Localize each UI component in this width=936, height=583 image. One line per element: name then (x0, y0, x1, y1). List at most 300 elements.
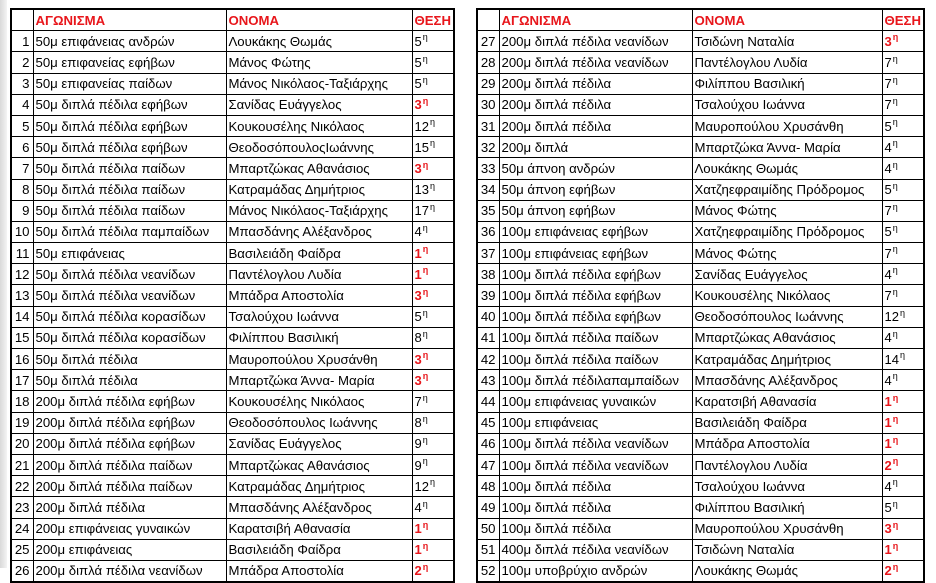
place-value: 1 (884, 436, 892, 452)
row-number: 45 (477, 412, 499, 433)
row-number: 24 (11, 518, 33, 539)
place-cell (882, 137, 924, 158)
event-cell: 50μ άπνοη εφήβων (499, 179, 692, 200)
table-row (477, 94, 924, 115)
table-row (11, 454, 454, 475)
name-cell: Μάνος Φώτης (692, 200, 882, 221)
header-place: ΘΕΣΗ (882, 9, 924, 31)
place-value: 3 (414, 160, 422, 176)
table-body-left (11, 31, 454, 582)
place-value: 2 (884, 457, 892, 473)
table-row (477, 137, 924, 158)
place-value: 13 (414, 182, 429, 198)
row-number: 30 (477, 94, 499, 115)
place-suffix: η (899, 350, 905, 361)
table-row (477, 539, 924, 560)
event-cell: 100μ επιφάνειας γυναικών (499, 391, 692, 412)
table-row (477, 497, 924, 518)
table-body-right (477, 31, 924, 582)
place-suffix: η (892, 223, 898, 234)
place-suffix: η (892, 413, 899, 424)
event-cell: 100μ διπλά πέδιλα νεανίδων (499, 454, 692, 475)
place-cell (412, 264, 454, 285)
place-value: 8 (414, 330, 422, 346)
event-cell: 50μ διπλά πέδιλα παμπαίδων (33, 221, 226, 242)
place-suffix: η (429, 180, 435, 191)
table-row (477, 73, 924, 94)
event-cell: 200μ διπλά πέδιλα (499, 73, 692, 94)
row-number: 29 (477, 73, 499, 94)
event-cell: 50μ διπλά πέδιλα παίδων (33, 179, 226, 200)
row-number: 46 (477, 433, 499, 454)
table-row (11, 370, 454, 391)
row-number: 17 (11, 370, 33, 391)
event-cell: 100μ επιφάνειας εφήβων (499, 221, 692, 242)
place-cell (882, 306, 924, 327)
row-number: 19 (11, 412, 33, 433)
place-cell (882, 433, 924, 454)
place-cell (882, 391, 924, 412)
place-cell (882, 200, 924, 221)
event-cell: 100μ επιφάνειας εφήβων (499, 243, 692, 264)
row-number: 12 (11, 264, 33, 285)
place-suffix: η (422, 413, 428, 424)
place-cell (882, 73, 924, 94)
place-value: 4 (414, 499, 422, 515)
name-cell: Λουκάκης Θωμάς (692, 560, 882, 582)
place-suffix: η (892, 498, 898, 509)
row-number: 49 (477, 497, 499, 518)
event-cell: 100μ διπλά πέδιλα νεανίδων (499, 433, 692, 454)
place-cell (882, 349, 924, 370)
place-value: 3 (884, 521, 892, 537)
name-cell: Μπαρτζώκας Αθανάσιος (226, 158, 412, 179)
place-value: 2 (414, 563, 422, 579)
place-value: 4 (884, 372, 892, 388)
place-suffix: η (422, 456, 428, 467)
name-cell: Τσαλούχου Ιωάννα (692, 94, 882, 115)
place-suffix: η (422, 350, 429, 361)
place-cell (412, 200, 454, 221)
row-number: 51 (477, 539, 499, 560)
table-row (11, 539, 454, 560)
row-number: 8 (11, 179, 33, 200)
name-cell: Καρατσιβή Αθανασία (226, 518, 412, 539)
place-cell (882, 264, 924, 285)
name-cell: ΘεοδοσόπουλοςΙωάννης (226, 137, 412, 158)
event-cell: 200μ διπλά πέδιλα (499, 94, 692, 115)
row-number: 33 (477, 158, 499, 179)
place-value: 4 (884, 266, 892, 282)
place-cell (412, 370, 454, 391)
row-number: 26 (11, 560, 33, 582)
event-cell: 50μ διπλά πέδιλα κορασίδων (33, 327, 226, 348)
table-row (11, 115, 454, 136)
place-value: 1 (414, 542, 422, 558)
event-cell: 200μ διπλά πέδιλα παίδων (33, 454, 226, 475)
name-cell: Μπαρτζώκας Αθανάσιος (692, 327, 882, 348)
name-cell: Τσαλούχου Ιωάννα (692, 476, 882, 497)
row-number: 35 (477, 200, 499, 221)
row-number: 23 (11, 497, 33, 518)
name-cell: Μπασδάνης Αλέξανδρος (226, 497, 412, 518)
name-cell: Μαυροπούλου Χρυσάνθη (692, 115, 882, 136)
name-cell: Μαυροπούλου Χρυσάνθη (692, 518, 882, 539)
table-row (477, 31, 924, 52)
header-number (11, 9, 33, 31)
place-suffix: η (422, 434, 428, 445)
place-value: 1 (884, 415, 892, 431)
place-suffix: η (422, 95, 429, 106)
name-cell: Βασιλειάδη Φαίδρα (226, 243, 412, 264)
place-cell (882, 370, 924, 391)
place-value: 5 (414, 76, 422, 92)
table-row (477, 179, 924, 200)
table-row (477, 349, 924, 370)
place-cell (882, 52, 924, 73)
event-cell: 100μ διπλά πέδιλα (499, 476, 692, 497)
name-cell: Βασιλειάδη Φαίδρα (226, 539, 412, 560)
name-cell: Θεοδοσόπουλος Ιωάννης (692, 306, 882, 327)
name-cell: Κουκουσέλης Νικόλαος (226, 391, 412, 412)
place-suffix: η (892, 95, 898, 106)
row-number: 5 (11, 115, 33, 136)
table-row (11, 285, 454, 306)
table-row (477, 560, 924, 582)
place-suffix: η (422, 286, 429, 297)
table-row (11, 560, 454, 582)
place-cell (412, 52, 454, 73)
row-number: 22 (11, 476, 33, 497)
name-cell: Μπάδρα Αποστολία (226, 285, 412, 306)
name-cell: Μάνος Νικόλαος-Ταξιάρχης (226, 200, 412, 221)
row-number: 38 (477, 264, 499, 285)
event-cell: 100μ διπλά πέδιλα εφήβων (499, 264, 692, 285)
row-number: 10 (11, 221, 33, 242)
row-number: 50 (477, 518, 499, 539)
place-value: 7 (884, 76, 892, 92)
event-cell: 50μ διπλά πέδιλα (33, 370, 226, 391)
place-suffix: η (422, 392, 428, 403)
place-value: 7 (414, 393, 422, 409)
place-value: 1 (414, 266, 422, 282)
table-row (11, 221, 454, 242)
event-cell: 100μ διπλά πέδιλα (499, 518, 692, 539)
event-cell: 200μ διπλά πέδιλα εφήβων (33, 433, 226, 454)
place-suffix: η (892, 329, 898, 340)
name-cell: Μάνος Φώτης (226, 52, 412, 73)
row-number: 43 (477, 370, 499, 391)
place-cell (882, 221, 924, 242)
row-number: 25 (11, 539, 33, 560)
place-cell (882, 285, 924, 306)
table-row (477, 391, 924, 412)
place-value: 2 (884, 563, 892, 579)
place-suffix: η (422, 329, 428, 340)
name-cell: Μάνος Φώτης (692, 243, 882, 264)
place-value: 12 (884, 309, 899, 325)
table-row (11, 94, 454, 115)
place-cell (412, 221, 454, 242)
event-cell: 100μ διπλά πέδιλα εφήβων (499, 306, 692, 327)
header-name: ΟΝΟΜΑ (226, 9, 412, 31)
event-cell: 200μ διπλά (499, 137, 692, 158)
row-number: 36 (477, 221, 499, 242)
place-suffix: η (892, 244, 898, 255)
row-number: 13 (11, 285, 33, 306)
row-number: 37 (477, 243, 499, 264)
name-cell: Σανίδας Ευάγγελος (226, 433, 412, 454)
event-cell: 100μ διπλά πέδιλα παίδων (499, 349, 692, 370)
row-number: 11 (11, 243, 33, 264)
event-cell: 50μ διπλά πέδιλα εφήβων (33, 115, 226, 136)
row-number: 21 (11, 454, 33, 475)
row-number: 34 (477, 179, 499, 200)
place-suffix: η (422, 159, 429, 170)
table-row (11, 433, 454, 454)
table-row (11, 264, 454, 285)
place-cell (412, 391, 454, 412)
name-cell: Κατραμάδας Δημήτριος (692, 349, 882, 370)
place-suffix: η (892, 53, 898, 64)
name-cell: Τσαλούχου Ιωάννα (226, 306, 412, 327)
place-suffix: η (892, 562, 899, 573)
table-row (477, 433, 924, 454)
name-cell: Κουκουσέλης Νικόλαος (226, 115, 412, 136)
name-cell: Χατζηεφραιμίδης Πρόδρομος (692, 221, 882, 242)
row-number: 41 (477, 327, 499, 348)
row-number: 52 (477, 560, 499, 582)
table-row (11, 73, 454, 94)
event-cell: 200μ διπλά πέδιλα νεανίδων (33, 560, 226, 582)
name-cell: Θεοδοσόπουλος Ιωάννης (226, 412, 412, 433)
name-cell: Μπαρτζώκας Αθανάσιος (226, 454, 412, 475)
place-value: 7 (884, 97, 892, 113)
name-cell: Παντέλογλου Λυδία (692, 52, 882, 73)
place-cell (412, 454, 454, 475)
row-number: 48 (477, 476, 499, 497)
place-cell (882, 560, 924, 582)
place-suffix: η (892, 371, 898, 382)
header-event: ΑΓΩΝΙΣΜΑ (33, 9, 226, 31)
place-value: 5 (884, 182, 892, 198)
header-number (477, 9, 499, 31)
place-cell (412, 539, 454, 560)
place-value: 1 (414, 521, 422, 537)
place-value: 5 (884, 224, 892, 240)
name-cell: Φιλίππου Βασιλική (226, 327, 412, 348)
header-name: ΟΝΟΜΑ (692, 9, 882, 31)
table-row (477, 243, 924, 264)
place-value: 4 (884, 160, 892, 176)
name-cell: Μπάδρα Αποστολία (226, 560, 412, 582)
table-row (11, 137, 454, 158)
place-value: 4 (884, 330, 892, 346)
table-row (11, 327, 454, 348)
table-row (477, 115, 924, 136)
place-cell (412, 518, 454, 539)
place-value: 3 (884, 33, 892, 49)
event-cell: 50μ διπλά πέδιλα κορασίδων (33, 306, 226, 327)
event-cell: 200μ διπλά πέδιλα εφήβων (33, 412, 226, 433)
event-cell: 100μ επιφάνειας (499, 412, 692, 433)
name-cell: Παντέλογλου Λυδία (692, 454, 882, 475)
place-suffix: η (892, 519, 899, 530)
place-suffix: η (422, 244, 429, 255)
place-cell (882, 518, 924, 539)
name-cell: Παντέλογλου Λυδία (226, 264, 412, 285)
place-suffix: η (892, 159, 898, 170)
event-cell: 50μ διπλά πέδιλα παίδων (33, 200, 226, 221)
table-row (11, 200, 454, 221)
place-suffix: η (892, 117, 898, 128)
table-row (477, 306, 924, 327)
row-number: 6 (11, 137, 33, 158)
row-number: 15 (11, 327, 33, 348)
name-cell: Κουκουσέλης Νικόλαος (692, 285, 882, 306)
place-cell (412, 94, 454, 115)
place-value: 4 (414, 224, 422, 240)
event-cell: 50μ άπνοη εφήβων (499, 200, 692, 221)
place-suffix: η (892, 540, 899, 551)
place-value: 3 (414, 288, 422, 304)
event-cell: 50μ επιφανείας παίδων (33, 73, 226, 94)
table-row (11, 349, 454, 370)
header-row (11, 9, 454, 31)
table-row (477, 200, 924, 221)
event-cell: 50μ άπνοη ανδρών (499, 158, 692, 179)
event-cell: 200μ επιφάνειας (33, 539, 226, 560)
place-value: 17 (414, 203, 429, 219)
name-cell: Κατραμάδας Δημήτριος (226, 179, 412, 200)
row-number: 2 (11, 52, 33, 73)
row-number: 28 (477, 52, 499, 73)
table-row (11, 518, 454, 539)
table-row (11, 391, 454, 412)
table-row (477, 370, 924, 391)
place-cell (882, 179, 924, 200)
table-row (477, 518, 924, 539)
place-value: 9 (414, 436, 422, 452)
place-cell (412, 285, 454, 306)
event-cell: 50μ διπλά πέδιλα νεανίδων (33, 264, 226, 285)
place-cell (882, 94, 924, 115)
event-cell: 200μ επιφάνειας γυναικών (33, 518, 226, 539)
table-row (477, 285, 924, 306)
event-cell: 100μ υποβρύχιο ανδρών (499, 560, 692, 582)
name-cell: Μπασδάνης Αλέξανδρος (226, 221, 412, 242)
name-cell: Φιλίππου Βασιλική (692, 497, 882, 518)
place-cell (412, 433, 454, 454)
table-row (477, 327, 924, 348)
place-cell (412, 497, 454, 518)
place-cell (412, 73, 454, 94)
results-grid-left (10, 8, 455, 583)
table-row (477, 52, 924, 73)
place-cell (412, 137, 454, 158)
place-suffix: η (429, 477, 435, 488)
place-cell (882, 31, 924, 52)
place-suffix: η (422, 32, 428, 43)
place-suffix: η (892, 434, 899, 445)
row-number: 4 (11, 94, 33, 115)
place-suffix: η (422, 540, 429, 551)
place-cell (882, 497, 924, 518)
table-row (11, 31, 454, 52)
place-suffix: η (422, 562, 429, 573)
place-suffix: η (429, 117, 435, 128)
place-suffix: η (422, 223, 428, 234)
event-cell: 200μ διπλά πέδιλα (499, 115, 692, 136)
row-number: 18 (11, 391, 33, 412)
event-cell: 100μ διπλά πέδιλα εφήβων (499, 285, 692, 306)
header-place: ΘΕΣΗ (412, 9, 454, 31)
place-cell (412, 306, 454, 327)
place-cell (412, 115, 454, 136)
table-row (11, 306, 454, 327)
place-cell (412, 476, 454, 497)
place-suffix: η (892, 32, 899, 43)
header-row (477, 9, 924, 31)
place-cell (882, 412, 924, 433)
place-value: 5 (884, 118, 892, 134)
place-suffix: η (892, 477, 898, 488)
event-cell: 200μ διπλά πέδιλα παίδων (33, 476, 226, 497)
place-value: 1 (414, 245, 422, 261)
row-number: 7 (11, 158, 33, 179)
place-value: 5 (414, 33, 422, 49)
name-cell: Φιλίππου Βασιλική (692, 73, 882, 94)
place-cell (882, 158, 924, 179)
name-cell: Μπάδρα Αποστολία (692, 433, 882, 454)
name-cell: Τσιδώνη Ναταλία (692, 539, 882, 560)
place-value: 8 (414, 415, 422, 431)
place-suffix: η (892, 201, 898, 212)
place-suffix: η (892, 456, 899, 467)
table-row (477, 476, 924, 497)
place-value: 12 (414, 478, 429, 494)
row-number: 14 (11, 306, 33, 327)
row-number: 39 (477, 285, 499, 306)
event-cell: 100μ διπλά πέδιλαπαμπαίδων (499, 370, 692, 391)
place-suffix: η (429, 201, 435, 212)
row-number: 9 (11, 200, 33, 221)
place-value: 7 (884, 288, 892, 304)
place-value: 7 (884, 54, 892, 70)
event-cell: 50μ διπλά πέδιλα παίδων (33, 158, 226, 179)
place-value: 3 (414, 372, 422, 388)
place-suffix: η (422, 519, 429, 530)
name-cell: Χατζηεφραιμίδης Πρόδρομος (692, 179, 882, 200)
place-value: 3 (414, 97, 422, 113)
table-row (477, 264, 924, 285)
event-cell: 50μ επιφάνειας (33, 243, 226, 264)
place-cell (412, 31, 454, 52)
row-number: 31 (477, 115, 499, 136)
place-cell (412, 349, 454, 370)
place-suffix: η (422, 371, 429, 382)
table-row (477, 412, 924, 433)
table-row (11, 179, 454, 200)
row-number: 20 (11, 433, 33, 454)
row-number: 1 (11, 31, 33, 52)
place-cell (882, 476, 924, 497)
place-cell (412, 560, 454, 582)
place-cell (412, 158, 454, 179)
name-cell: Μάνος Νικόλαος-Ταξιάρχης (226, 73, 412, 94)
place-cell (412, 243, 454, 264)
place-value: 12 (414, 118, 429, 134)
